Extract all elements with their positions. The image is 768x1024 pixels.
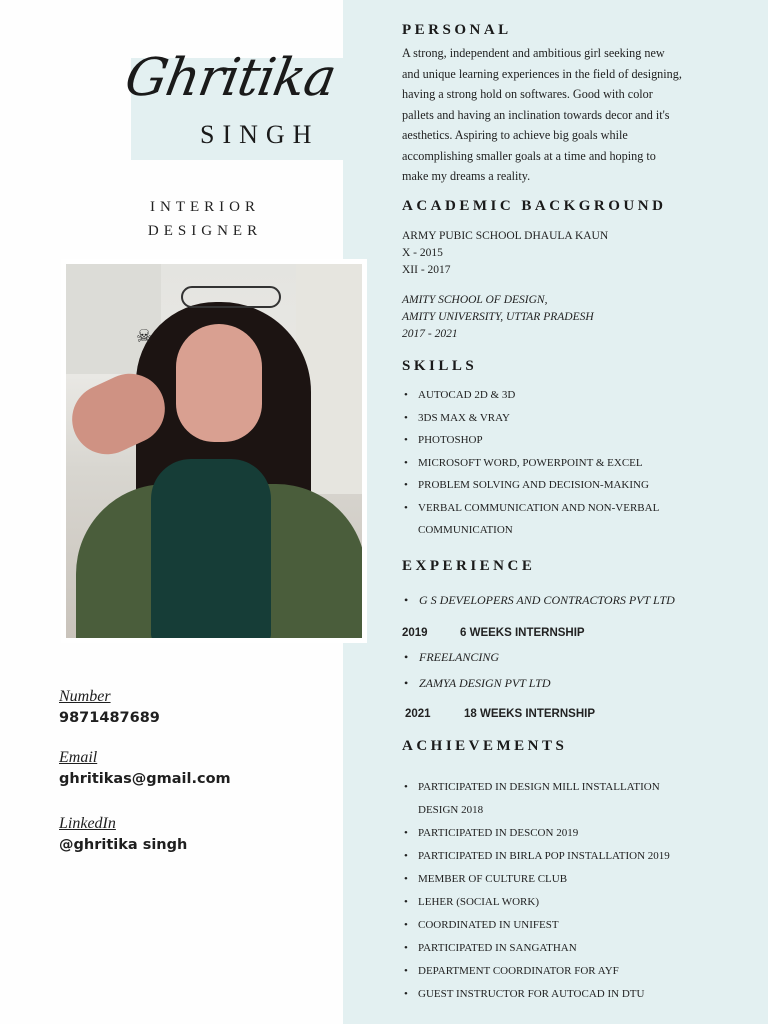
list-item: • PROBLEM SOLVING AND DECISION-MAKING [402, 474, 742, 497]
personal-heading: PERSONAL [402, 22, 512, 38]
list-item: • 3DS MAX & VRAY [402, 407, 742, 430]
experience-company-2: • FREELANCING [402, 650, 499, 665]
school-block [402, 228, 608, 279]
skull-sticker-icon: ☠ [136, 326, 153, 347]
linkedin-value[interactable]: @ghritika singh [59, 837, 188, 853]
job-title-line-1: INTERIOR [150, 199, 260, 215]
skills-heading: SKILLS [402, 358, 478, 374]
summary-line: aesthetics. Aspiring to achieve big goals while [402, 128, 628, 142]
list-item: • COORDINATED IN UNIFEST [402, 914, 742, 937]
list-item: • MICROSOFT WORD, POWERPOINT & EXCEL [402, 452, 742, 475]
experience-company-1: • G S DEVELOPERS AND CONTRACTORS PVT LTD [402, 593, 675, 608]
achievements-heading: ACHIEVEMENTS [402, 738, 568, 754]
list-item: • PARTICIPATED IN DESCON 2019 [402, 822, 742, 845]
list-item: • AUTOCAD 2D & 3D [402, 384, 742, 407]
list-item: • DEPARTMENT COORDINATOR FOR AYF [402, 960, 742, 983]
achievements-list [402, 776, 742, 1006]
summary-line: accomplishing smaller goals at a time and hoping to [402, 148, 656, 163]
list-item: • PARTICIPATED IN SANGATHAN [402, 937, 742, 960]
glasses-shape [181, 286, 281, 308]
college-years: 2017 - 2021 [402, 328, 458, 340]
first-name: Ghritika [120, 48, 340, 108]
job-title-line-2: DESIGNER [147, 223, 263, 239]
skills-list [402, 384, 742, 541]
list-item: • PARTICIPATED IN DESIGN MILL INSTALLATION DESIGN 2018 [402, 776, 742, 822]
college-block [402, 292, 594, 343]
profile-photo-image [66, 264, 362, 638]
linkedin-label: LinkedIn [59, 815, 116, 832]
summary-line: and unique learning experiences in the field of designing, [402, 66, 682, 81]
class-x: X - 2015 [402, 247, 443, 259]
academic-heading: ACADEMIC BACKGROUND [402, 198, 667, 214]
contact-number [59, 688, 319, 726]
last-name: SINGH [200, 120, 320, 149]
university-name: AMITY UNIVERSITY, UTTAR PRADESH [402, 311, 594, 323]
list-item: • PHOTOSHOP [402, 429, 742, 452]
experience-year-3: 2021 [405, 708, 431, 720]
experience-duration-3: 18 WEEKS INTERNSHIP [464, 708, 595, 720]
experience-heading: EXPERIENCE [402, 558, 536, 574]
experience-company-3: • ZAMYA DESIGN PVT LTD [402, 676, 551, 691]
summary-line: having a strong hold on softwares. Good with color [402, 87, 653, 101]
summary-line: A strong, independent and ambitious girl seeking new [402, 46, 665, 60]
list-item: • MEMBER OF CULTURE CLUB [402, 868, 742, 891]
list-item: • GUEST INSTRUCTOR FOR AUTOCAD IN DTU [402, 983, 742, 1006]
contact-linkedin [59, 815, 319, 853]
class-xii: XII - 2017 [402, 264, 451, 276]
school-name: ARMY PUBIC SCHOOL DHAULA KAUN [402, 230, 609, 242]
number-label: Number [59, 688, 111, 705]
experience-duration-1: 6 WEEKS INTERNSHIP [460, 627, 585, 639]
experience-year-1: 2019 [402, 627, 428, 639]
job-title [120, 195, 290, 243]
contact-email [59, 749, 319, 787]
list-item: • VERBAL COMMUNICATION AND NON-VERBAL COMMUNICATION [402, 497, 742, 541]
profile-photo [61, 259, 367, 643]
personal-summary [402, 43, 732, 187]
college-name: AMITY SCHOOL OF DESIGN, [402, 294, 548, 306]
summary-line: pallets and having an inclination towards decor and it's [402, 107, 670, 122]
email-value[interactable]: ghritikas@gmail.com [59, 771, 231, 787]
email-label: Email [59, 749, 98, 766]
summary-line: make my dreams a reality. [402, 169, 531, 183]
list-item: • PARTICIPATED IN BIRLA POP INSTALLATION 2019 [402, 845, 742, 868]
list-item: • LEHER (SOCIAL WORK) [402, 891, 742, 914]
number-value[interactable]: 9871487689 [59, 710, 160, 726]
